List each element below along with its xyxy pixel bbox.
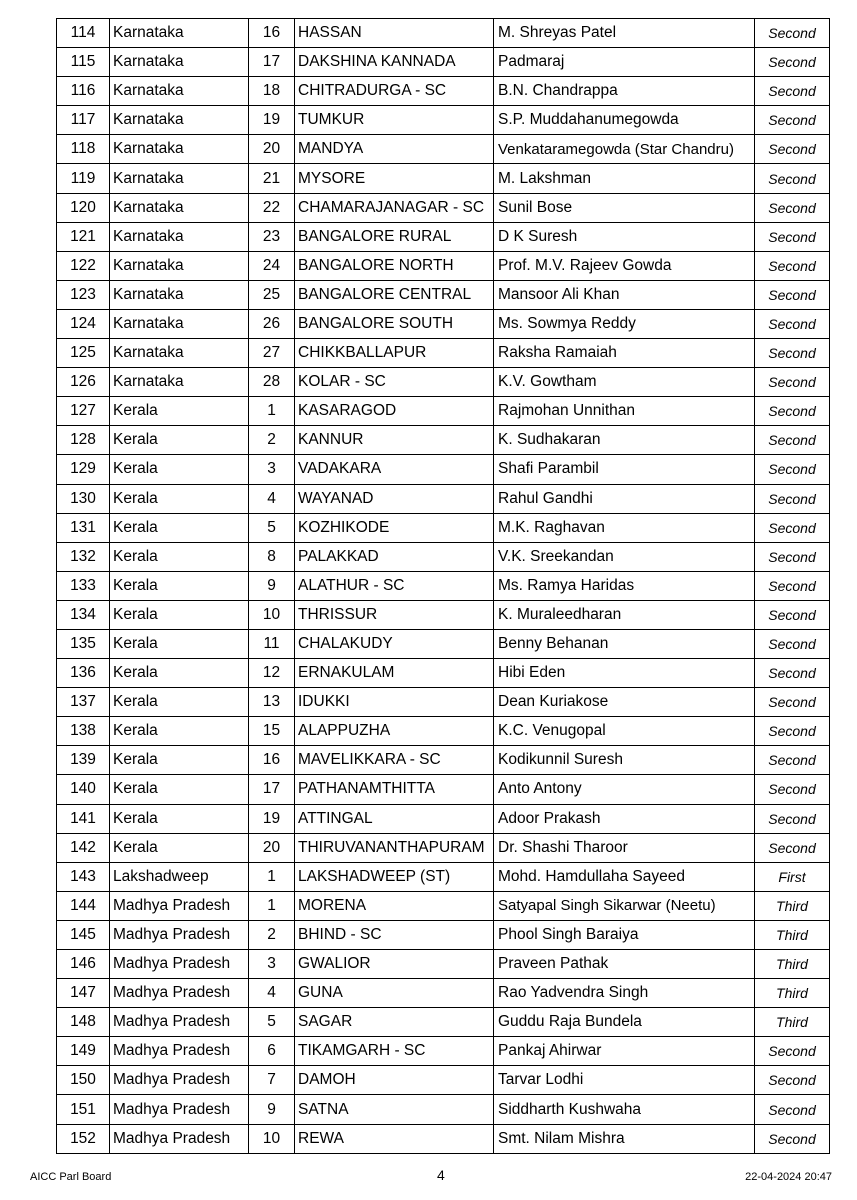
constituency-cell: KOLAR - SC	[295, 368, 494, 397]
serial-number-cell: 122	[57, 251, 110, 280]
serial-number-cell: 118	[57, 135, 110, 164]
pc-number-cell: 3	[249, 455, 295, 484]
table-row	[57, 222, 830, 251]
page-number: 4	[437, 1167, 445, 1183]
table-row	[57, 280, 830, 309]
candidates-table	[56, 18, 830, 1154]
constituency-cell: THRISSUR	[295, 600, 494, 629]
candidate-cell: Dean Kuriakose	[494, 688, 755, 717]
table-row	[57, 106, 830, 135]
constituency-cell: CHIKKBALLAPUR	[295, 339, 494, 368]
candidate-cell: Rao Yadvendra Singh	[494, 979, 755, 1008]
serial-number-cell: 139	[57, 746, 110, 775]
pc-number-cell: 9	[249, 1095, 295, 1124]
table-row	[57, 455, 830, 484]
constituency-cell: KANNUR	[295, 426, 494, 455]
serial-number-cell: 114	[57, 19, 110, 48]
state-cell: Kerala	[110, 804, 249, 833]
table-row	[57, 484, 830, 513]
list-cell: Second	[755, 426, 830, 455]
state-cell: Karnataka	[110, 135, 249, 164]
constituency-cell: SAGAR	[295, 1008, 494, 1037]
constituency-cell: TUMKUR	[295, 106, 494, 135]
pc-number-cell: 5	[249, 1008, 295, 1037]
list-cell: Second	[755, 1124, 830, 1153]
candidate-cell: K.V. Gowtham	[494, 368, 755, 397]
state-cell: Karnataka	[110, 48, 249, 77]
candidate-cell: B.N. Chandrappa	[494, 77, 755, 106]
candidate-cell: Guddu Raja Bundela	[494, 1008, 755, 1037]
serial-number-cell: 132	[57, 542, 110, 571]
serial-number-cell: 120	[57, 193, 110, 222]
serial-number-cell: 117	[57, 106, 110, 135]
serial-number-cell: 128	[57, 426, 110, 455]
constituency-cell: BANGALORE RURAL	[295, 222, 494, 251]
state-cell: Madhya Pradesh	[110, 920, 249, 949]
table-row	[57, 1124, 830, 1153]
constituency-cell: MAVELIKKARA - SC	[295, 746, 494, 775]
constituency-cell: CHALAKUDY	[295, 629, 494, 658]
serial-number-cell: 116	[57, 77, 110, 106]
list-cell: Second	[755, 251, 830, 280]
constituency-cell: PATHANAMTHITTA	[295, 775, 494, 804]
pc-number-cell: 13	[249, 688, 295, 717]
state-cell: Karnataka	[110, 280, 249, 309]
constituency-cell: WAYANAD	[295, 484, 494, 513]
serial-number-cell: 134	[57, 600, 110, 629]
serial-number-cell: 152	[57, 1124, 110, 1153]
pc-number-cell: 1	[249, 862, 295, 891]
candidate-cell: Adoor Prakash	[494, 804, 755, 833]
state-cell: Madhya Pradesh	[110, 1066, 249, 1095]
constituency-cell: BHIND - SC	[295, 920, 494, 949]
table-row	[57, 1095, 830, 1124]
table-row	[57, 48, 830, 77]
table-row	[57, 164, 830, 193]
table-row	[57, 426, 830, 455]
table-row	[57, 542, 830, 571]
candidate-cell: Phool Singh Baraiya	[494, 920, 755, 949]
pc-number-cell: 4	[249, 484, 295, 513]
table-row	[57, 251, 830, 280]
table-row	[57, 920, 830, 949]
constituency-cell: PALAKKAD	[295, 542, 494, 571]
pc-number-cell: 22	[249, 193, 295, 222]
pc-number-cell: 23	[249, 222, 295, 251]
footer-board-name: AICC Parl Board	[30, 1171, 112, 1183]
serial-number-cell: 147	[57, 979, 110, 1008]
candidate-cell: Ms. Sowmya Reddy	[494, 309, 755, 338]
pc-number-cell: 15	[249, 717, 295, 746]
pc-number-cell: 24	[249, 251, 295, 280]
constituency-cell: CHAMARAJANAGAR - SC	[295, 193, 494, 222]
constituency-cell: BANGALORE NORTH	[295, 251, 494, 280]
table-row	[57, 193, 830, 222]
serial-number-cell: 141	[57, 804, 110, 833]
candidate-cell: Prof. M.V. Rajeev Gowda	[494, 251, 755, 280]
state-cell: Karnataka	[110, 106, 249, 135]
state-cell: Kerala	[110, 542, 249, 571]
pc-number-cell: 19	[249, 106, 295, 135]
serial-number-cell: 151	[57, 1095, 110, 1124]
table-row	[57, 339, 830, 368]
state-cell: Kerala	[110, 629, 249, 658]
table-row	[57, 571, 830, 600]
table-row	[57, 397, 830, 426]
state-cell: Kerala	[110, 833, 249, 862]
candidates-table-body	[57, 19, 830, 1154]
constituency-cell: ATTINGAL	[295, 804, 494, 833]
pc-number-cell: 3	[249, 950, 295, 979]
pc-number-cell: 25	[249, 280, 295, 309]
pc-number-cell: 8	[249, 542, 295, 571]
list-cell: Second	[755, 571, 830, 600]
state-cell: Kerala	[110, 659, 249, 688]
pc-number-cell: 6	[249, 1037, 295, 1066]
state-cell: Karnataka	[110, 193, 249, 222]
list-cell: Second	[755, 542, 830, 571]
serial-number-cell: 130	[57, 484, 110, 513]
constituency-cell: GWALIOR	[295, 950, 494, 979]
list-cell: Second	[755, 659, 830, 688]
state-cell: Kerala	[110, 397, 249, 426]
constituency-cell: MYSORE	[295, 164, 494, 193]
constituency-cell: MANDYA	[295, 135, 494, 164]
constituency-cell: ALATHUR - SC	[295, 571, 494, 600]
candidate-cell: Benny Behanan	[494, 629, 755, 658]
serial-number-cell: 135	[57, 629, 110, 658]
serial-number-cell: 143	[57, 862, 110, 891]
candidate-cell: Siddharth Kushwaha	[494, 1095, 755, 1124]
list-cell: Second	[755, 513, 830, 542]
serial-number-cell: 150	[57, 1066, 110, 1095]
table-row	[57, 804, 830, 833]
list-cell: Second	[755, 1066, 830, 1095]
table-row	[57, 629, 830, 658]
list-cell: Second	[755, 833, 830, 862]
pc-number-cell: 19	[249, 804, 295, 833]
candidate-cell: K.C. Venugopal	[494, 717, 755, 746]
candidate-cell: Satyapal Singh Sikarwar (Neetu)	[494, 891, 755, 920]
state-cell: Karnataka	[110, 251, 249, 280]
pc-number-cell: 10	[249, 1124, 295, 1153]
state-cell: Madhya Pradesh	[110, 1037, 249, 1066]
table-row	[57, 950, 830, 979]
candidate-cell: K. Sudhakaran	[494, 426, 755, 455]
table-row	[57, 659, 830, 688]
footer-timestamp: 22-04-2024 20:47	[745, 1171, 832, 1183]
serial-number-cell: 124	[57, 309, 110, 338]
pc-number-cell: 2	[249, 920, 295, 949]
list-cell: Second	[755, 48, 830, 77]
serial-number-cell: 121	[57, 222, 110, 251]
pc-number-cell: 27	[249, 339, 295, 368]
state-cell: Kerala	[110, 426, 249, 455]
constituency-cell: DAMOH	[295, 1066, 494, 1095]
table-row	[57, 77, 830, 106]
pc-number-cell: 5	[249, 513, 295, 542]
state-cell: Kerala	[110, 746, 249, 775]
serial-number-cell: 138	[57, 717, 110, 746]
constituency-cell: THIRUVANANTHAPURAM	[295, 833, 494, 862]
list-cell: Second	[755, 746, 830, 775]
candidate-cell: Raksha Ramaiah	[494, 339, 755, 368]
candidate-cell: Rajmohan Unnithan	[494, 397, 755, 426]
state-cell: Madhya Pradesh	[110, 1008, 249, 1037]
list-cell: Third	[755, 979, 830, 1008]
serial-number-cell: 145	[57, 920, 110, 949]
pc-number-cell: 18	[249, 77, 295, 106]
constituency-cell: LAKSHADWEEP (ST)	[295, 862, 494, 891]
list-cell: Second	[755, 193, 830, 222]
constituency-cell: GUNA	[295, 979, 494, 1008]
pc-number-cell: 7	[249, 1066, 295, 1095]
constituency-cell: ERNAKULAM	[295, 659, 494, 688]
pc-number-cell: 20	[249, 135, 295, 164]
state-cell: Kerala	[110, 600, 249, 629]
constituency-cell: ALAPPUZHA	[295, 717, 494, 746]
pc-number-cell: 20	[249, 833, 295, 862]
list-cell: Second	[755, 164, 830, 193]
table-row	[57, 513, 830, 542]
candidate-cell: Tarvar Lodhi	[494, 1066, 755, 1095]
state-cell: Kerala	[110, 571, 249, 600]
state-cell: Kerala	[110, 688, 249, 717]
candidate-cell: Hibi Eden	[494, 659, 755, 688]
candidate-cell: M. Lakshman	[494, 164, 755, 193]
state-cell: Karnataka	[110, 339, 249, 368]
state-cell: Madhya Pradesh	[110, 891, 249, 920]
pc-number-cell: 16	[249, 19, 295, 48]
state-cell: Kerala	[110, 455, 249, 484]
pc-number-cell: 12	[249, 659, 295, 688]
list-cell: Second	[755, 629, 830, 658]
candidate-cell: M. Shreyas Patel	[494, 19, 755, 48]
state-cell: Madhya Pradesh	[110, 979, 249, 1008]
pc-number-cell: 1	[249, 397, 295, 426]
list-cell: Third	[755, 950, 830, 979]
constituency-cell: VADAKARA	[295, 455, 494, 484]
table-row	[57, 833, 830, 862]
serial-number-cell: 125	[57, 339, 110, 368]
table-row	[57, 717, 830, 746]
constituency-cell: HASSAN	[295, 19, 494, 48]
serial-number-cell: 137	[57, 688, 110, 717]
serial-number-cell: 115	[57, 48, 110, 77]
pc-number-cell: 11	[249, 629, 295, 658]
constituency-cell: KOZHIKODE	[295, 513, 494, 542]
state-cell: Karnataka	[110, 77, 249, 106]
candidate-cell: Sunil Bose	[494, 193, 755, 222]
table-row	[57, 135, 830, 164]
candidate-cell: Mohd. Hamdullaha Sayeed	[494, 862, 755, 891]
pc-number-cell: 9	[249, 571, 295, 600]
list-cell: Second	[755, 309, 830, 338]
table-row	[57, 746, 830, 775]
list-cell: Second	[755, 775, 830, 804]
candidate-cell: Mansoor Ali Khan	[494, 280, 755, 309]
candidate-cell: Padmaraj	[494, 48, 755, 77]
constituency-cell: BANGALORE CENTRAL	[295, 280, 494, 309]
list-cell: Second	[755, 397, 830, 426]
serial-number-cell: 131	[57, 513, 110, 542]
state-cell: Karnataka	[110, 368, 249, 397]
pc-number-cell: 16	[249, 746, 295, 775]
candidate-cell: Smt. Nilam Mishra	[494, 1124, 755, 1153]
list-cell: Second	[755, 368, 830, 397]
candidate-cell: Ms. Ramya Haridas	[494, 571, 755, 600]
constituency-cell: IDUKKI	[295, 688, 494, 717]
state-cell: Madhya Pradesh	[110, 1095, 249, 1124]
candidate-cell: V.K. Sreekandan	[494, 542, 755, 571]
table-row	[57, 1008, 830, 1037]
constituency-cell: REWA	[295, 1124, 494, 1153]
list-cell: Second	[755, 484, 830, 513]
candidate-cell: Venkataramegowda (Star Chandru)	[494, 135, 755, 164]
serial-number-cell: 148	[57, 1008, 110, 1037]
table-row	[57, 979, 830, 1008]
candidate-cell: Rahul Gandhi	[494, 484, 755, 513]
candidate-cell: Kodikunnil Suresh	[494, 746, 755, 775]
pc-number-cell: 1	[249, 891, 295, 920]
candidate-cell: Praveen Pathak	[494, 950, 755, 979]
table-row	[57, 891, 830, 920]
state-cell: Kerala	[110, 775, 249, 804]
constituency-cell: KASARAGOD	[295, 397, 494, 426]
state-cell: Kerala	[110, 717, 249, 746]
table-row	[57, 688, 830, 717]
pc-number-cell: 2	[249, 426, 295, 455]
list-cell: Second	[755, 1095, 830, 1124]
list-cell: Second	[755, 106, 830, 135]
pc-number-cell: 17	[249, 775, 295, 804]
table-row	[57, 1037, 830, 1066]
serial-number-cell: 126	[57, 368, 110, 397]
serial-number-cell: 142	[57, 833, 110, 862]
serial-number-cell: 146	[57, 950, 110, 979]
serial-number-cell: 119	[57, 164, 110, 193]
list-cell: First	[755, 862, 830, 891]
pc-number-cell: 17	[249, 48, 295, 77]
state-cell: Karnataka	[110, 164, 249, 193]
table-row	[57, 1066, 830, 1095]
candidate-cell: K. Muraleedharan	[494, 600, 755, 629]
list-cell: Second	[755, 804, 830, 833]
table-row	[57, 862, 830, 891]
pc-number-cell: 10	[249, 600, 295, 629]
list-cell: Second	[755, 717, 830, 746]
constituency-cell: CHITRADURGA - SC	[295, 77, 494, 106]
serial-number-cell: 133	[57, 571, 110, 600]
state-cell: Karnataka	[110, 309, 249, 338]
serial-number-cell: 136	[57, 659, 110, 688]
list-cell: Third	[755, 891, 830, 920]
list-cell: Second	[755, 77, 830, 106]
state-cell: Kerala	[110, 513, 249, 542]
constituency-cell: BANGALORE SOUTH	[295, 309, 494, 338]
table-row	[57, 775, 830, 804]
constituency-cell: DAKSHINA KANNADA	[295, 48, 494, 77]
pc-number-cell: 4	[249, 979, 295, 1008]
list-cell: Third	[755, 1008, 830, 1037]
candidate-cell: Anto Antony	[494, 775, 755, 804]
candidate-cell: M.K. Raghavan	[494, 513, 755, 542]
list-cell: Second	[755, 135, 830, 164]
pc-number-cell: 26	[249, 309, 295, 338]
list-cell: Second	[755, 600, 830, 629]
serial-number-cell: 129	[57, 455, 110, 484]
state-cell: Karnataka	[110, 222, 249, 251]
candidate-cell: S.P. Muddahanumegowda	[494, 106, 755, 135]
pc-number-cell: 21	[249, 164, 295, 193]
pc-number-cell: 28	[249, 368, 295, 397]
state-cell: Lakshadweep	[110, 862, 249, 891]
constituency-cell: TIKAMGARH - SC	[295, 1037, 494, 1066]
state-cell: Madhya Pradesh	[110, 1124, 249, 1153]
candidate-cell: Pankaj Ahirwar	[494, 1037, 755, 1066]
state-cell: Madhya Pradesh	[110, 950, 249, 979]
serial-number-cell: 140	[57, 775, 110, 804]
serial-number-cell: 123	[57, 280, 110, 309]
constituency-cell: SATNA	[295, 1095, 494, 1124]
serial-number-cell: 144	[57, 891, 110, 920]
table-row	[57, 600, 830, 629]
candidate-cell: Shafi Parambil	[494, 455, 755, 484]
list-cell: Second	[755, 280, 830, 309]
list-cell: Second	[755, 19, 830, 48]
state-cell: Kerala	[110, 484, 249, 513]
constituency-cell: MORENA	[295, 891, 494, 920]
serial-number-cell: 127	[57, 397, 110, 426]
list-cell: Second	[755, 1037, 830, 1066]
table-row	[57, 19, 830, 48]
list-cell: Second	[755, 688, 830, 717]
table-row	[57, 368, 830, 397]
state-cell: Karnataka	[110, 19, 249, 48]
list-cell: Second	[755, 455, 830, 484]
candidate-cell: Dr. Shashi Tharoor	[494, 833, 755, 862]
table-row	[57, 309, 830, 338]
list-cell: Second	[755, 339, 830, 368]
serial-number-cell: 149	[57, 1037, 110, 1066]
list-cell: Third	[755, 920, 830, 949]
list-cell: Second	[755, 222, 830, 251]
candidate-cell: D K Suresh	[494, 222, 755, 251]
